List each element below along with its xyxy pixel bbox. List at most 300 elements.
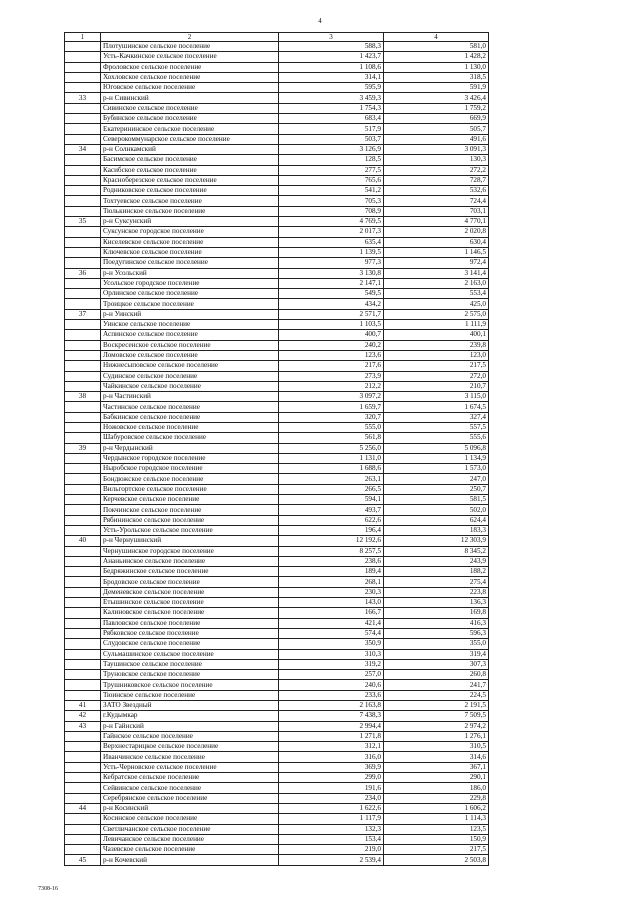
row-number-cell (65, 649, 101, 659)
value-col-4-cell: 355,0 (384, 639, 489, 649)
value-col-4-cell: 1 130,0 (384, 62, 489, 72)
territory-name-cell: Левичанское сельское поселение (101, 834, 279, 844)
row-number-cell (65, 114, 101, 124)
row-number-cell (65, 433, 101, 443)
value-col-3-cell: 1 754,3 (279, 103, 384, 113)
territory-name-cell: Кебратское сельское поселение (101, 773, 279, 783)
table-row (65, 495, 489, 505)
row-number-cell (65, 495, 101, 505)
table-row (65, 505, 489, 515)
value-col-3-cell: 1 103,5 (279, 320, 384, 330)
value-col-4-cell: 272,0 (384, 371, 489, 381)
territory-name-cell: Деменевское сельское поселение (101, 587, 279, 597)
value-col-4-cell: 318,5 (384, 72, 489, 82)
value-col-3-cell: 230,3 (279, 587, 384, 597)
value-col-3-cell: 1 131,0 (279, 453, 384, 463)
table-row (65, 134, 489, 144)
table-row (65, 556, 489, 566)
table-row (65, 371, 489, 381)
row-number-cell (65, 350, 101, 360)
territory-name-cell: Красноберезское сельское поселение (101, 175, 279, 185)
territory-name-cell: Ножовское сельское поселение (101, 422, 279, 432)
territory-name-cell: Рябининское сельское поселение (101, 515, 279, 525)
territory-name-cell: р-н Кочевский (101, 855, 279, 865)
table-row (65, 731, 489, 741)
value-col-4-cell: 250,7 (384, 484, 489, 494)
row-number-cell (65, 659, 101, 669)
value-col-4-cell: 3 091,3 (384, 144, 489, 154)
territory-name-cell: Тюинское сельское поселение (101, 690, 279, 700)
value-col-4-cell: 581,5 (384, 495, 489, 505)
value-col-3-cell: 196,4 (279, 525, 384, 535)
row-number-cell (65, 72, 101, 82)
value-col-4-cell: 669,9 (384, 114, 489, 124)
table-row (65, 567, 489, 577)
territory-name-cell: Чердынское городское поселение (101, 453, 279, 463)
value-col-3-cell: 595,9 (279, 83, 384, 93)
table-row (65, 186, 489, 196)
row-number-cell: 33 (65, 93, 101, 103)
value-col-4-cell: 241,7 (384, 680, 489, 690)
table-row (65, 690, 489, 700)
table-row (65, 320, 489, 330)
value-col-3-cell: 3 130,8 (279, 268, 384, 278)
value-col-3-cell: 263,1 (279, 474, 384, 484)
value-col-4-cell: 130,3 (384, 155, 489, 165)
row-number-cell: 44 (65, 803, 101, 813)
territory-name-cell: Трушниковское сельское поселение (101, 680, 279, 690)
territory-name-cell: Чазевское сельское поселение (101, 845, 279, 855)
territory-name-cell: р-н Усольский (101, 268, 279, 278)
value-col-3-cell: 2 017,3 (279, 227, 384, 237)
table-row (65, 670, 489, 680)
value-col-3-cell: 153,4 (279, 834, 384, 844)
row-number-cell (65, 628, 101, 638)
table-row (65, 464, 489, 474)
value-col-3-cell: 312,1 (279, 742, 384, 752)
territory-name-cell: Тохтуевское сельское поселение (101, 196, 279, 206)
territory-name-cell: р-н Суксунский (101, 217, 279, 227)
value-col-4-cell: 5 096,8 (384, 443, 489, 453)
value-col-4-cell: 239,8 (384, 340, 489, 350)
row-number-cell: 36 (65, 268, 101, 278)
value-col-3-cell: 233,6 (279, 690, 384, 700)
row-number-cell (65, 196, 101, 206)
value-col-4-cell: 400,1 (384, 330, 489, 340)
value-col-4-cell: 310,5 (384, 742, 489, 752)
territory-name-cell: ЗАТО Звездный (101, 701, 279, 711)
value-col-3-cell: 2 163,8 (279, 701, 384, 711)
value-col-3-cell: 240,2 (279, 340, 384, 350)
row-number-cell (65, 742, 101, 752)
territory-name-cell: Калиновское сельское поселение (101, 608, 279, 618)
header-col-3: 3 (279, 33, 384, 42)
row-number-cell (65, 165, 101, 175)
value-col-4-cell: 272,2 (384, 165, 489, 175)
value-col-4-cell: 553,4 (384, 289, 489, 299)
territory-name-cell: Етышинское сельское поселение (101, 598, 279, 608)
value-col-3-cell: 574,4 (279, 628, 384, 638)
table-row (65, 762, 489, 772)
territory-name-cell: Воскресенское сельское поселение (101, 340, 279, 350)
row-number-cell: 38 (65, 392, 101, 402)
value-col-4-cell: 555,6 (384, 433, 489, 443)
value-col-3-cell: 765,6 (279, 175, 384, 185)
table-row (65, 680, 489, 690)
row-number-cell (65, 247, 101, 257)
table-row (65, 814, 489, 824)
territory-name-cell: Юговское сельское поселение (101, 83, 279, 93)
row-number-cell (65, 608, 101, 618)
territory-name-cell: Бродовское сельское поселение (101, 577, 279, 587)
row-number-cell (65, 515, 101, 525)
row-number-cell (65, 330, 101, 340)
territory-name-cell: Ломовское сельское поселение (101, 350, 279, 360)
table-row (65, 268, 489, 278)
table-row (65, 175, 489, 185)
value-col-4-cell: 186,0 (384, 783, 489, 793)
table-row (65, 227, 489, 237)
value-col-3-cell: 977,3 (279, 258, 384, 268)
value-col-3-cell: 234,0 (279, 793, 384, 803)
territory-name-cell: Ананьинское сельское поселение (101, 556, 279, 566)
territory-name-cell: Усть-Качкинское сельское поселение (101, 52, 279, 62)
value-col-4-cell: 367,1 (384, 762, 489, 772)
territory-name-cell: Покчинское сельское поселение (101, 505, 279, 515)
value-col-4-cell: 327,4 (384, 412, 489, 422)
row-number-cell (65, 412, 101, 422)
territory-name-cell: Шабуровское сельское поселение (101, 433, 279, 443)
value-col-4-cell: 136,3 (384, 598, 489, 608)
table-row (65, 412, 489, 422)
row-number-cell (65, 567, 101, 577)
territory-name-cell: Керчевское сельское поселение (101, 495, 279, 505)
value-col-4-cell: 123,5 (384, 824, 489, 834)
territory-name-cell: Суксунское городское поселение (101, 227, 279, 237)
value-col-4-cell: 8 345,2 (384, 546, 489, 556)
value-col-3-cell: 191,6 (279, 783, 384, 793)
territory-name-cell: Серебрянское сельское поселение (101, 793, 279, 803)
territory-name-cell: Чайкинское сельское поселение (101, 381, 279, 391)
table-row (65, 834, 489, 844)
value-col-4-cell: 596,3 (384, 628, 489, 638)
territory-name-cell: Ключевское сельское поселение (101, 247, 279, 257)
table-row (65, 114, 489, 124)
value-col-4-cell: 3 115,0 (384, 392, 489, 402)
row-number-cell (65, 824, 101, 834)
table-row (65, 247, 489, 257)
value-col-4-cell: 1 428,2 (384, 52, 489, 62)
row-number-cell (65, 175, 101, 185)
row-number-cell (65, 639, 101, 649)
row-number-cell (65, 320, 101, 330)
table-row (65, 350, 489, 360)
value-col-3-cell: 549,5 (279, 289, 384, 299)
territory-name-cell: Усольское городское поселение (101, 278, 279, 288)
value-col-4-cell: 2 163,0 (384, 278, 489, 288)
value-col-4-cell: 724,4 (384, 196, 489, 206)
row-number-cell (65, 62, 101, 72)
table-row (65, 278, 489, 288)
table-row (65, 453, 489, 463)
value-col-4-cell: 319,4 (384, 649, 489, 659)
value-col-4-cell: 150,9 (384, 834, 489, 844)
value-col-3-cell: 1 117,9 (279, 814, 384, 824)
value-col-3-cell: 503,7 (279, 134, 384, 144)
value-col-4-cell: 290,1 (384, 773, 489, 783)
value-col-4-cell: 314,6 (384, 752, 489, 762)
value-col-3-cell: 123,6 (279, 350, 384, 360)
value-col-3-cell: 189,4 (279, 567, 384, 577)
value-col-4-cell: 2 503,8 (384, 855, 489, 865)
value-col-3-cell: 369,9 (279, 762, 384, 772)
territory-name-cell: Родниковское сельское поселение (101, 186, 279, 196)
territory-name-cell: Северокоммунарское сельское поселение (101, 134, 279, 144)
table-row (65, 855, 489, 865)
row-number-cell (65, 289, 101, 299)
row-number-cell (65, 577, 101, 587)
value-col-3-cell: 12 192,6 (279, 536, 384, 546)
row-number-cell (65, 422, 101, 432)
row-number-cell (65, 845, 101, 855)
territory-name-cell: Хохловское сельское поселение (101, 72, 279, 82)
value-col-4-cell: 229,8 (384, 793, 489, 803)
row-number-cell (65, 505, 101, 515)
table-row (65, 443, 489, 453)
table-row (65, 618, 489, 628)
value-col-4-cell: 307,3 (384, 659, 489, 669)
table-row (65, 124, 489, 134)
value-col-4-cell: 247,0 (384, 474, 489, 484)
value-col-3-cell: 143,0 (279, 598, 384, 608)
value-col-3-cell: 316,0 (279, 752, 384, 762)
value-col-4-cell: 505,7 (384, 124, 489, 134)
value-col-3-cell: 683,4 (279, 114, 384, 124)
table-row (65, 289, 489, 299)
territory-name-cell: Судинское сельское поселение (101, 371, 279, 381)
table-row (65, 752, 489, 762)
row-number-cell (65, 587, 101, 597)
value-col-3-cell: 1 423,7 (279, 52, 384, 62)
value-col-4-cell: 1 759,2 (384, 103, 489, 113)
value-col-3-cell: 3 459,3 (279, 93, 384, 103)
territory-name-cell: Аспинское сельское поселение (101, 330, 279, 340)
table-row (65, 845, 489, 855)
row-number-cell (65, 834, 101, 844)
value-col-4-cell: 169,8 (384, 608, 489, 618)
table-row (65, 83, 489, 93)
territory-name-cell: Иванчинское сельское поселение (101, 752, 279, 762)
table-row (65, 793, 489, 803)
table-row (65, 773, 489, 783)
table-row (65, 577, 489, 587)
table-row (65, 608, 489, 618)
value-col-4-cell: 3 141,4 (384, 268, 489, 278)
territory-name-cell: Верхнестарицкое сельское поселение (101, 742, 279, 752)
row-number-cell (65, 258, 101, 268)
value-col-3-cell: 1 139,5 (279, 247, 384, 257)
value-col-3-cell: 217,6 (279, 361, 384, 371)
value-col-4-cell: 2 020,8 (384, 227, 489, 237)
row-number-cell (65, 155, 101, 165)
value-col-4-cell: 7 509,5 (384, 711, 489, 721)
value-col-4-cell: 2 575,0 (384, 309, 489, 319)
value-col-3-cell: 555,0 (279, 422, 384, 432)
row-number-cell (65, 618, 101, 628)
territory-name-cell: р-н Солнкамский (101, 144, 279, 154)
value-col-4-cell: 1 573,0 (384, 464, 489, 474)
territory-name-cell: Басимское сельское поселение (101, 155, 279, 165)
territory-name-cell: Бубинское сельское поселение (101, 114, 279, 124)
header-col-1: 1 (65, 33, 101, 42)
row-number-cell (65, 278, 101, 288)
table-row (65, 196, 489, 206)
table-row (65, 598, 489, 608)
territory-name-cell: Поедугинское сельское поселение (101, 258, 279, 268)
table-row (65, 803, 489, 813)
row-number-cell (65, 556, 101, 566)
territory-name-cell: Уинское сельское поселение (101, 320, 279, 330)
table-row (65, 742, 489, 752)
value-col-4-cell: 972,4 (384, 258, 489, 268)
table-row (65, 237, 489, 247)
value-col-3-cell: 257,0 (279, 670, 384, 680)
territory-name-cell: Вильгортское сельское поселение (101, 484, 279, 494)
territory-name-cell: Киселевское сельское поселение (101, 237, 279, 247)
table-row (65, 525, 489, 535)
territory-name-cell: Павловское сельское поселение (101, 618, 279, 628)
row-number-cell (65, 464, 101, 474)
table-row (65, 587, 489, 597)
table-row (65, 144, 489, 154)
territory-name-cell: Троицкое сельское поселение (101, 299, 279, 309)
row-number-cell (65, 371, 101, 381)
value-col-4-cell: 4 770,1 (384, 217, 489, 227)
value-col-4-cell: 591,9 (384, 83, 489, 93)
table-row (65, 649, 489, 659)
table-row (65, 711, 489, 721)
value-col-3-cell: 3 126,9 (279, 144, 384, 154)
value-col-3-cell: 421,4 (279, 618, 384, 628)
table-row (65, 155, 489, 165)
table-row (65, 299, 489, 309)
row-number-cell (65, 752, 101, 762)
value-col-4-cell: 1 606,2 (384, 803, 489, 813)
territory-name-cell: Частинское сельское поселение (101, 402, 279, 412)
territory-name-cell: Рябковское сельское поселение (101, 628, 279, 638)
row-number-cell (65, 227, 101, 237)
table-row (65, 402, 489, 412)
value-col-3-cell: 635,4 (279, 237, 384, 247)
row-number-cell: 40 (65, 536, 101, 546)
territory-name-cell: Ныробское городское поселение (101, 464, 279, 474)
value-col-3-cell: 132,3 (279, 824, 384, 834)
row-number-cell: 34 (65, 144, 101, 154)
value-col-4-cell: 1 276,1 (384, 731, 489, 741)
value-col-3-cell: 1 688,6 (279, 464, 384, 474)
value-col-3-cell: 268,1 (279, 577, 384, 587)
table-row (65, 422, 489, 432)
value-col-4-cell: 217,5 (384, 845, 489, 855)
value-col-4-cell: 260,8 (384, 670, 489, 680)
table-row (65, 515, 489, 525)
row-number-cell (65, 814, 101, 824)
table-row (65, 381, 489, 391)
table-row (65, 309, 489, 319)
table-row (65, 206, 489, 216)
value-col-3-cell: 4 769,5 (279, 217, 384, 227)
territory-name-cell: г.Кудымкар (101, 711, 279, 721)
row-number-cell (65, 361, 101, 371)
row-number-cell (65, 124, 101, 134)
table-row (65, 546, 489, 556)
row-number-cell (65, 670, 101, 680)
territory-name-cell: Сульмашинское сельское поселение (101, 649, 279, 659)
territory-name-cell: р-н Частинский (101, 392, 279, 402)
value-col-3-cell: 1 108,6 (279, 62, 384, 72)
row-number-cell: 43 (65, 721, 101, 731)
row-number-cell (65, 546, 101, 556)
row-number-cell (65, 134, 101, 144)
territory-name-cell: Бедряжинское сельское поселение (101, 567, 279, 577)
value-col-3-cell: 2 539,4 (279, 855, 384, 865)
territory-name-cell: Слудовское сельское поселение (101, 639, 279, 649)
row-number-cell (65, 237, 101, 247)
row-number-cell (65, 206, 101, 216)
value-col-3-cell: 517,9 (279, 124, 384, 134)
row-number-cell: 39 (65, 443, 101, 453)
row-number-cell (65, 793, 101, 803)
territory-name-cell: Усть-Черновское сельское поселение (101, 762, 279, 772)
row-number-cell (65, 340, 101, 350)
territory-name-cell: Сивинское сельское поселение (101, 103, 279, 113)
value-col-4-cell: 12 303,9 (384, 536, 489, 546)
value-col-3-cell: 277,5 (279, 165, 384, 175)
value-col-3-cell: 266,5 (279, 484, 384, 494)
value-col-3-cell: 541,2 (279, 186, 384, 196)
territory-name-cell: Бабкинское сельское поселение (101, 412, 279, 422)
value-col-4-cell: 217,5 (384, 361, 489, 371)
footer-code: 7308-16 (38, 886, 58, 892)
territory-name-cell: Сейвинское сельское поселение (101, 783, 279, 793)
value-col-3-cell: 238,6 (279, 556, 384, 566)
row-number-cell: 35 (65, 217, 101, 227)
row-number-cell (65, 52, 101, 62)
table-row (65, 536, 489, 546)
territory-name-cell: Чернушинское городское поселение (101, 546, 279, 556)
row-number-cell (65, 731, 101, 741)
territory-name-cell: Усть-Урольское сельское поселение (101, 525, 279, 535)
row-number-cell (65, 42, 101, 52)
row-number-cell: 37 (65, 309, 101, 319)
value-col-3-cell: 434,2 (279, 299, 384, 309)
territory-name-cell: р-н Сивинский (101, 93, 279, 103)
value-col-3-cell: 705,3 (279, 196, 384, 206)
value-col-3-cell: 1 659,7 (279, 402, 384, 412)
territory-name-cell: Таушинское сельское поселение (101, 659, 279, 669)
row-number-cell (65, 453, 101, 463)
value-col-3-cell: 350,9 (279, 639, 384, 649)
table-row (65, 72, 489, 82)
row-number-cell (65, 680, 101, 690)
row-number-cell (65, 773, 101, 783)
territory-name-cell: Светличанское сельское поселение (101, 824, 279, 834)
table-row (65, 701, 489, 711)
value-col-4-cell: 416,3 (384, 618, 489, 628)
row-number-cell (65, 484, 101, 494)
row-number-cell (65, 381, 101, 391)
value-col-4-cell: 425,0 (384, 299, 489, 309)
